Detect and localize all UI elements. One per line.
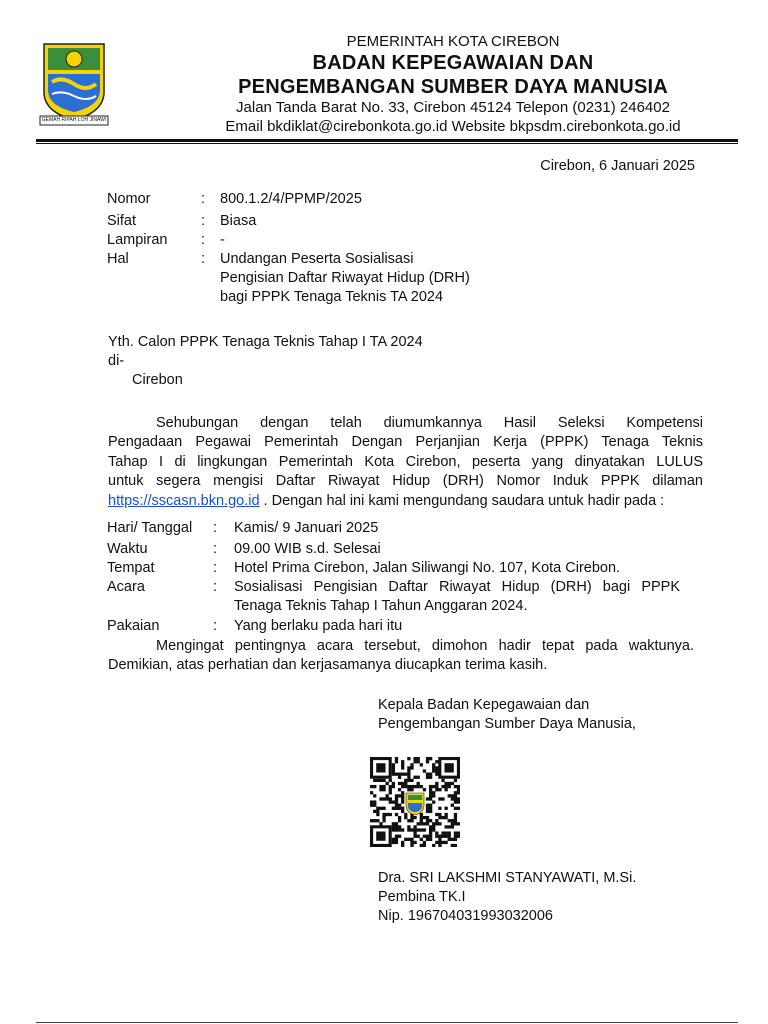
event-attire-label: Pakaian: [107, 618, 160, 634]
letterhead-org-line2: PENGEMBANGAN SUMBER DAYA MANUSIA: [238, 76, 668, 98]
signatory-title-line2: Pengembangan Sumber Daya Manusia,: [378, 716, 636, 732]
event-agenda-line1-text: Sosialisasi Pengisian Daftar Riwayat Hidup (DRH) bagi PPPK: [234, 579, 680, 595]
body-line: Tahap I di lingkungan Pemerintah Kota Cirebon, peserta yang dinyatakan LULUS: [108, 453, 703, 470]
event-place-colon: :: [213, 560, 218, 576]
hal-colon: :: [201, 251, 206, 267]
event-agenda-line1: [234, 578, 680, 597]
recipient-line3: Cirebon: [132, 372, 183, 388]
event-date-value: Kamis/ 9 Januari 2025: [234, 520, 379, 536]
nomor-value: 800.1.2/4/PPMP/2025: [220, 191, 362, 207]
signatory-name: Dra. SRI LAKSHMI STANYAWATI, M.Si.: [378, 870, 637, 886]
event-agenda-label: Acara: [107, 579, 145, 595]
event-time-value: 09.00 WIB s.d. Selesai: [234, 541, 381, 557]
logo-motto: GEMAH RIPAH LOH JINAWI: [41, 117, 107, 123]
body-line: Pengadaan Pegawai Pemerintah Dengan Perjanjian Kerja (PPPK) Tenaga Teknis: [108, 434, 703, 451]
lampiran-colon: :: [201, 232, 206, 248]
event-place-value: Hotel Prima Cirebon, Jalan Siliwangi No. 107, Kota Cirebon.: [234, 560, 621, 576]
closing-line1-text: Mengingat pentingnya acara tersebut, dimohon hadir tepat pada waktunya.: [156, 638, 694, 654]
letterhead-address: Jalan Tanda Barat No. 33, Cirebon 45124 Telepon (0231) 246402: [236, 99, 670, 116]
letterhead-contact: Email bkdiklat@cirebonkota.go.id Website bkpsdm.cirebonkota.go.id: [225, 118, 681, 135]
closing-line1: [156, 637, 694, 656]
body-line: untuk segera mengisi Daftar Riwayat Hidup (DRH) Nomor Induk PPPK dilaman: [108, 473, 703, 490]
letterhead-divider: [36, 139, 738, 142]
recipient-line1: Yth. Calon PPPK Tenaga Teknis Tahap I TA 2024: [108, 334, 423, 350]
body-line-with-link: [108, 492, 703, 511]
sifat-label: Sifat: [107, 213, 137, 229]
letterhead-government: PEMERINTAH KOTA CIREBON: [346, 33, 560, 50]
event-attire-colon: :: [213, 618, 218, 634]
signatory-rank: Pembina TK.I: [378, 889, 466, 905]
recipient-line2: di-: [108, 353, 125, 369]
city-emblem-logo: [38, 40, 110, 130]
body-paragraph: [108, 414, 703, 511]
hal-value-line2: Pengisian Daftar Riwayat Hidup (DRH): [220, 270, 470, 286]
lampiran-label: Lampiran: [107, 232, 168, 248]
sifat-value: Biasa: [220, 213, 257, 229]
nomor-colon: :: [201, 191, 206, 207]
event-place-label: Tempat: [107, 560, 155, 576]
hal-value-line1: Undangan Peserta Sosialisasi: [220, 251, 414, 267]
event-date-label: Hari/ Tanggal: [107, 520, 193, 536]
event-attire-value: Yang berlaku pada hari itu: [234, 618, 403, 634]
sifat-colon: :: [201, 213, 206, 229]
nomor-label: Nomor: [107, 191, 151, 207]
footer-divider: [36, 1022, 738, 1023]
event-agenda-colon: :: [213, 579, 218, 595]
qr-code-signature: [370, 757, 460, 847]
event-time-label: Waktu: [107, 541, 148, 557]
body-line: Sehubungan dengan telah diumumkannya Hasil Seleksi Kompetensi: [156, 415, 703, 431]
signatory-title-line1: Kepala Badan Kepegawaian dan: [378, 697, 590, 713]
letter-date: Cirebon, 6 Januari 2025: [540, 158, 695, 174]
sscasn-link[interactable]: https://sscasn.bkn.go.id: [108, 492, 260, 509]
signatory-nip: Nip. 196704031993032006: [378, 908, 553, 924]
closing-line2: Demikian, atas perhatian dan kerjasamanya diucapkan terima kasih.: [108, 657, 548, 673]
event-time-colon: :: [213, 541, 218, 557]
lampiran-value: -: [220, 232, 225, 248]
letterhead-org-line1: BADAN KEPEGAWAIAN DAN: [312, 52, 594, 74]
letterhead-divider-thin: [36, 143, 738, 144]
hal-label: Hal: [107, 251, 129, 267]
event-date-colon: :: [213, 520, 218, 536]
hal-value-line3: bagi PPPK Tenaga Teknis TA 2024: [220, 289, 444, 305]
event-agenda-line2: Tenaga Teknis Tahap I Tahun Anggaran 2024.: [234, 598, 528, 614]
body-line-tail: . Dengan hal ini kami mengundang saudara untuk hadir pada :: [259, 492, 665, 509]
